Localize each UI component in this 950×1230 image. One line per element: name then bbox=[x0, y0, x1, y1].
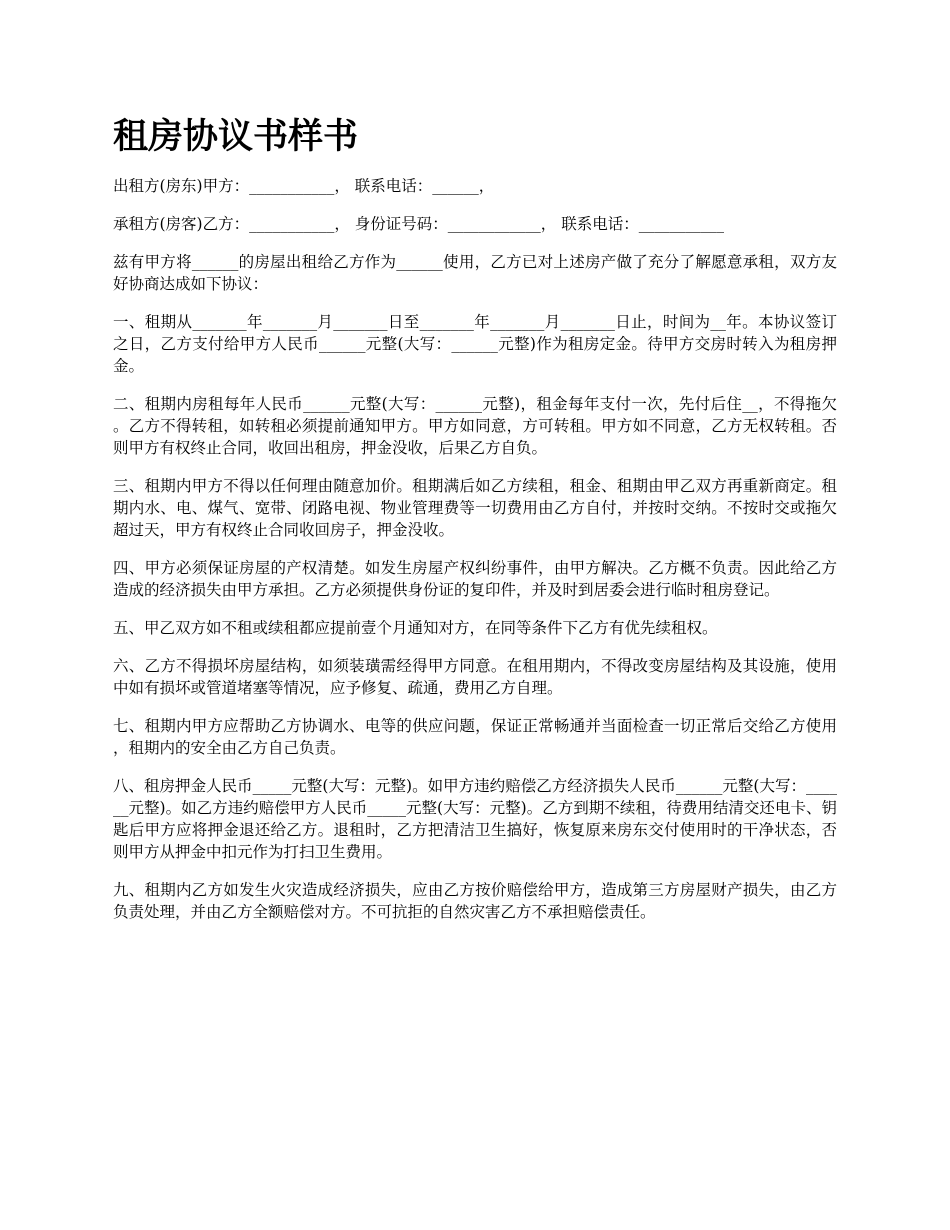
paragraph-clause-4: 四、甲方必须保证房屋的产权清楚。如发生房屋产权纠纷事件，由甲方解决。乙方概不负责。因此给乙方造成的经济损失由甲方承担。乙方必须提供身份证的复印件，并及时到居委会进行临时租房登记。 bbox=[113, 559, 837, 599]
paragraph-tenant: 承租方(房客)乙方：___________， 身份证号码：____________， 联系电话：___________ bbox=[113, 215, 724, 233]
paragraph-clause-7: 七、租期内甲方应帮助乙方协调水、电等的供应问题，保证正常畅通并当面检查一切正常后交给乙方使用，租期内的安全由乙方自己负责。 bbox=[113, 717, 837, 757]
paragraph-clause-3: 三、租期内甲方不得以任何理由随意加价。租期满后如乙方续租，租金、租期由甲乙双方再重新商定。租期内水、电、煤气、宽带、闭路电视、物业管理费等一切费用由乙方自付，并按时交纳。不按时交或拖欠超过天，甲方有权终止合同收回房子，押金没收。 bbox=[113, 477, 837, 539]
paragraph-clause-2: 二、租期内房租每年人民币______元整(大写：______元整)，租金每年支付一次，先付后住__，不得拖欠。乙方不得转租，如转租必须提前通知甲方。甲方如同意，方可转租。甲方如不同意，乙方无权转租。否则甲方有权终止合同，收回出租房，押金没收，后果乙方自负。 bbox=[113, 395, 837, 457]
document-body bbox=[113, 175, 837, 939]
paragraph-landlord: 出租方(房东)甲方：___________， 联系电话：______， bbox=[113, 177, 495, 195]
paragraph-clause-5: 五、甲乙双方如不租或续租都应提前壹个月通知对方，在同等条件下乙方有优先续租权。 bbox=[113, 619, 718, 637]
paragraph-preamble: 兹有甲方将______的房屋出租给乙方作为______使用，乙方已对上述房产做了充分了解愿意承租，双方友好协商达成如下协议： bbox=[113, 253, 837, 293]
paragraph-clause-9: 九、租期内乙方如发生火灾造成经济损失，应由乙方按价赔偿给甲方，造成第三方房屋财产损失，由乙方负责处理，并由乙方全额赔偿对方。不可抗拒的自然灾害乙方不承担赔偿责任。 bbox=[113, 881, 837, 921]
paragraph-clause-8: 八、租房押金人民币_____元整(大写：元整)。如甲方违约赔偿乙方经济损失人民币______元整(大写：______元整)。如乙方违约赔偿甲方人民币_____元整(大写：元整)。乙方到期不续租，待费用结清交还电卡、钥匙后甲方应将押金退还给乙方。退租时，乙方把清洁卫生搞好，恢复原来房东交付使用时的干净状态，否则甲方从押金中扣元作为打扫卫生费用。 bbox=[113, 777, 837, 861]
paragraph-clause-6: 六、乙方不得损坏房屋结构，如须装璜需经得甲方同意。在租用期内，不得改变房屋结构及其设施，使用中如有损坏或管道堵塞等情况，应予修复、疏通，费用乙方自理。 bbox=[113, 657, 837, 697]
document-title: 租房协议书样书 bbox=[113, 116, 359, 157]
paragraph-clause-1: 一、租期从_______年_______月_______日至_______年_______月_______日止，时间为__年。本协议签订之日，乙方支付给甲方人民币______元整(大写：______元整)作为租房定金。待甲方交房时转入为租房押金。 bbox=[113, 313, 837, 375]
